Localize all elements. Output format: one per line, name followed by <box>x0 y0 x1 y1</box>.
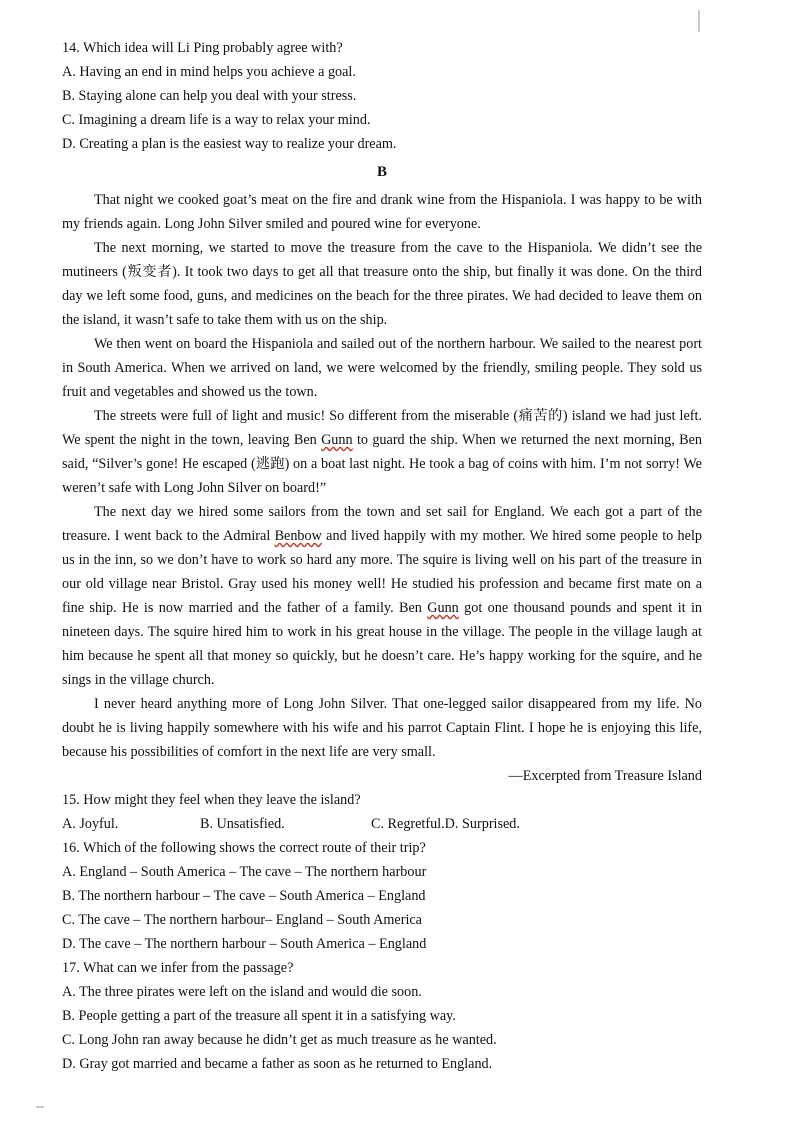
passage-paragraph-6: I never heard anything more of Long John Silver. That one-legged sailor disappeared from my life. No doubt he is living happily somewhere with his wife and his parrot Captain Flint. I hope he is enjoying this life, because his possibilities of comfort in the next life are very small. <box>62 696 702 760</box>
question-17 <box>62 956 702 1076</box>
chinese-gloss: 痛苦的 <box>518 408 563 424</box>
option-b: B. Unsatisfied. <box>200 816 285 832</box>
option-c: C. The cave – The northern harbour– England – South America <box>62 912 422 928</box>
scan-edge-mark <box>698 10 700 32</box>
question-stem: 14. Which idea will Li Ping probably agree with? <box>62 40 343 56</box>
section-label: B <box>376 164 387 180</box>
passage-paragraph-1: That night we cooked goat’s meat on the fire and drank wine from the Hispaniola. I was happy to be with my friends again. Long John Silver smiled and poured wine for everyone. <box>62 192 702 232</box>
option-d: D. Creating a plan is the easiest way to realize your dream. <box>62 136 397 152</box>
text-run: ) island we had just left. We spent the night in the town, leaving Ben <box>62 408 702 448</box>
text-run: got one thousand pounds and spent it in nineteen days. The squire hired him to work in his great house in the village. The people in the village laugh at him because he spent all that money so quickly, but he doesn’t care. He’s happy working for the squire, and he sings in the village church. <box>62 600 702 688</box>
option-c: C. Long John ran away because he didn’t get as much treasure as he wanted. <box>62 1032 497 1048</box>
option-a: A. The three pirates were left on the island and would die soon. <box>62 984 422 1000</box>
options-row <box>62 812 702 836</box>
spellcheck-word: Gunn <box>427 600 459 616</box>
option-c-d: C. Regretful.D. Surprised. <box>371 816 520 832</box>
text-run: The next morning, we started to move the treasure from the cave to the Hispaniola. We didn’t see the mutineers ( <box>62 240 702 280</box>
chinese-gloss: 逃跑 <box>255 456 285 472</box>
option-d: D. Gray got married and became a father as soon as he returned to England. <box>62 1056 493 1072</box>
option-a: A. Having an end in mind helps you achieve a goal. <box>62 64 356 80</box>
text-run: to guard the ship. When we returned the next morning, Ben said, “Silver’s gone! He escaped ( <box>62 432 702 472</box>
option-a: A. England – South America – The cave – The northern harbour <box>62 864 427 880</box>
question-stem: 17. What can we infer from the passage? <box>62 960 294 976</box>
text-run: ) on a boat last night. He took a bag of coins with him. I’m not sorry! We weren’t safe with Long John Silver on board!” <box>62 456 702 496</box>
option-b: B. Staying alone can help you deal with your stress. <box>62 88 357 104</box>
text-run: and lived happily with my mother. We hired some people to help us in the inn, so we don’t have to work so hard any more. The squire is living well on his part of the treasure in our old village near Bristol. Gray used his money well! He studied his profession and became first mate on a fine ship. He is now married and the father of a family. Ben <box>62 528 702 616</box>
reading-passage <box>62 188 702 788</box>
exam-page <box>62 36 702 1076</box>
text-run: The next day we hired some sailors from the town and set sail for England. We each got a part of the treasure. I went back to the Admiral <box>62 504 702 544</box>
chinese-gloss: 叛变者 <box>126 264 173 280</box>
option-b: B. People getting a part of the treasure all spent it in a satisfying way. <box>62 1008 456 1024</box>
option-a: A. Joyful. <box>62 816 119 832</box>
question-stem: 15. How might they feel when they leave the island? <box>62 792 361 808</box>
passage-paragraph-5 <box>62 500 702 692</box>
passage-source: —Excerpted from Treasure Island <box>508 768 702 784</box>
question-stem: 16. Which of the following shows the correct route of their trip? <box>62 840 426 856</box>
passage-paragraph-3: We then went on board the Hispaniola and sailed out of the northern harbour. We sailed to the nearest port in South America. When we arrived on land, we were welcomed by the friendly, smiling people. They sold us fruit and vegetables and showed us the town. <box>62 336 702 400</box>
option-b: B. The northern harbour – The cave – South America – England <box>62 888 426 904</box>
scan-corner-mark <box>36 1106 44 1108</box>
passage-paragraph-4 <box>62 404 702 500</box>
text-run: ). It took two days to get all that treasure onto the ship, but finally it was done. On the third day we left some food, guns, and medicines on the beach for the three pirates. We had decided to leave them on the island, it wasn’t safe to take them with us on the ship. <box>62 264 702 328</box>
option-d: D. The cave – The northern harbour – South America – England <box>62 936 427 952</box>
question-15 <box>62 788 702 836</box>
option-c: C. Imagining a dream life is a way to relax your mind. <box>62 112 371 128</box>
question-14 <box>62 36 702 156</box>
spellcheck-word: Benbow <box>274 528 322 544</box>
text-run: The streets were full of light and music! So different from the miserable ( <box>94 408 519 424</box>
question-16 <box>62 836 702 956</box>
passage-paragraph-2 <box>62 236 702 332</box>
spellcheck-word: Gunn <box>321 432 353 448</box>
